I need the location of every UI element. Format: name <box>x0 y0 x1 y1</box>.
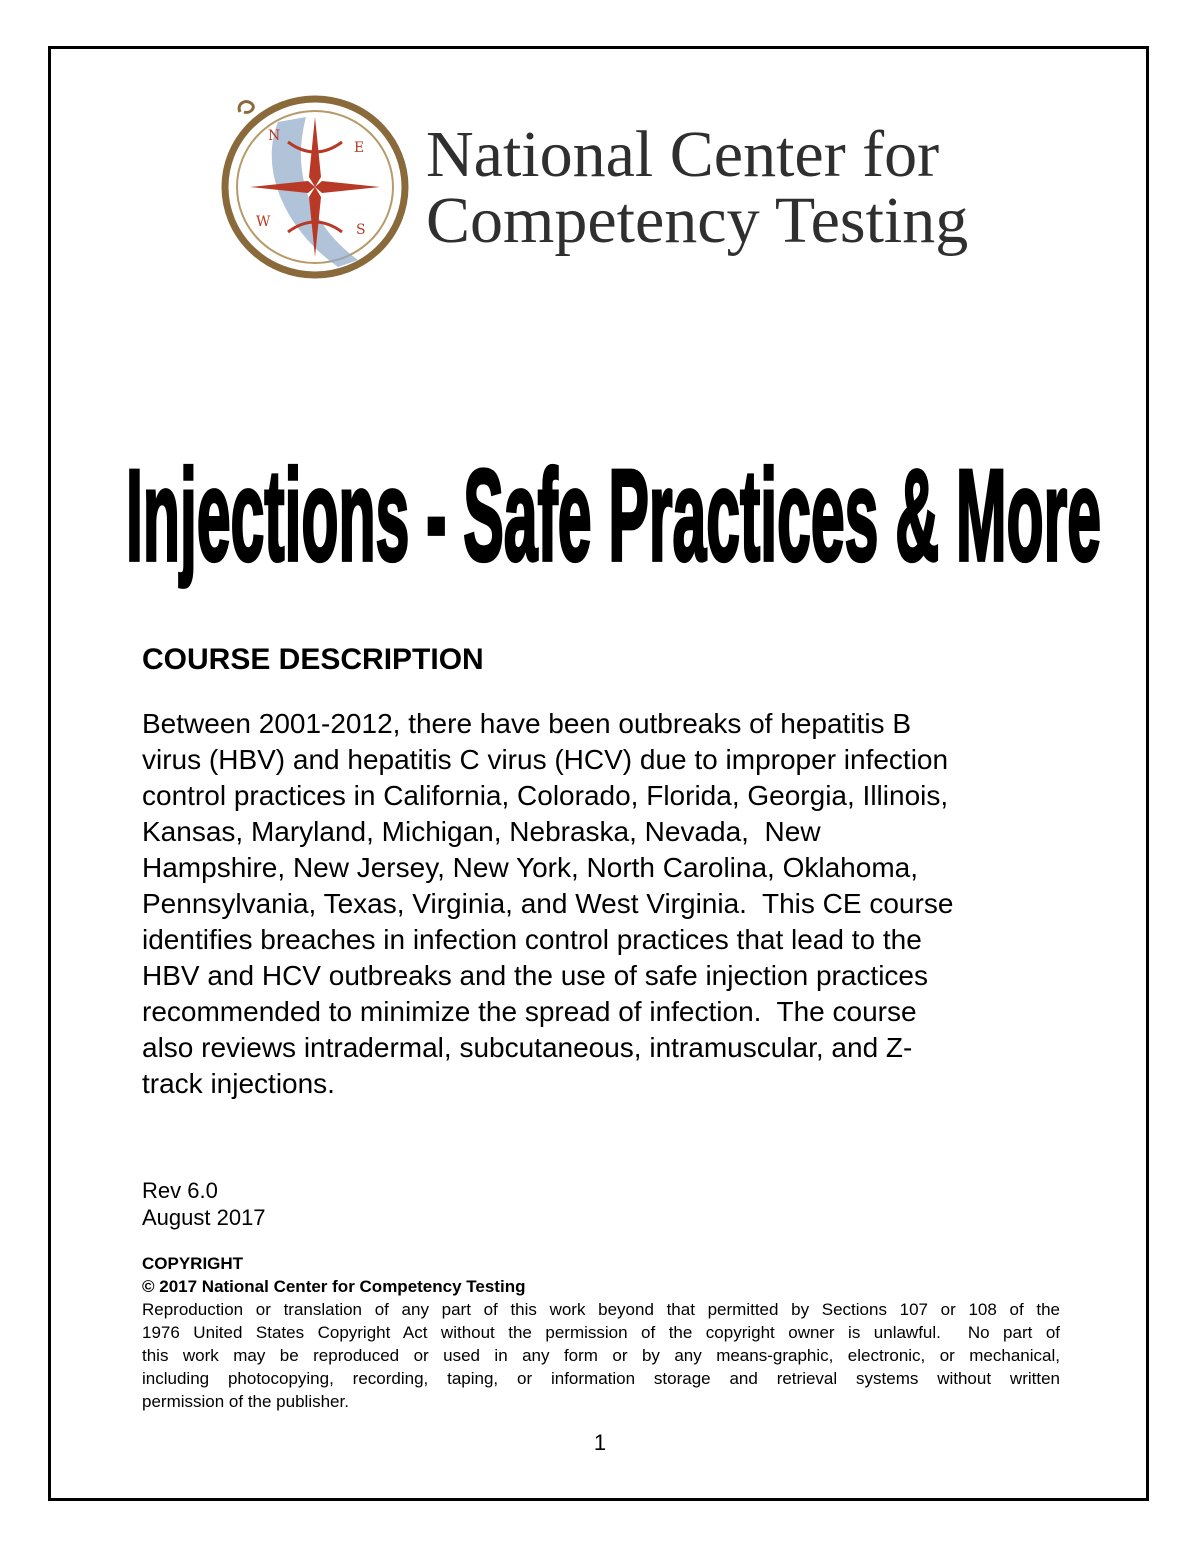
description-line: Between 2001-2012, there have been outbreaks of hepatitis B <box>142 708 911 739</box>
copyright-notice <box>142 1252 1060 1413</box>
organization-name-line-1: National Center for <box>426 118 940 191</box>
copyright-heading: COPYRIGHT <box>142 1254 244 1273</box>
course-title-text: Injections - Safe Practices & More <box>126 441 1101 588</box>
organization-name <box>426 118 969 257</box>
description-line: recommended to minimize the spread of infection. The course <box>142 996 917 1027</box>
page-number: 1 <box>593 1430 607 1455</box>
compass-letter-e: E <box>354 140 365 156</box>
course-description <box>142 706 1072 1102</box>
revision-number: Rev 6.0 <box>142 1178 218 1203</box>
description-line: identifies breaches in infection control practices that lead to the <box>142 924 922 955</box>
copyright-line: Reproduction or translation of any part of this work beyond that permitted by Sections 107 or 108 of the <box>142 1300 1060 1319</box>
description-line: HBV and HCV outbreaks and the use of safe injection practices <box>142 960 928 991</box>
copyright-text <box>142 1298 1060 1413</box>
copyright-line: including photocopying, recording, taping, or information storage and retrieval systems without written <box>142 1369 1060 1388</box>
description-line: also reviews intradermal, subcutaneous, intramuscular, and Z- <box>142 1032 913 1063</box>
description-line: track injections. <box>142 1068 335 1099</box>
compass-letter-n: N <box>268 128 281 144</box>
description-line: Kansas, Maryland, Michigan, Nebraska, Nevada, New <box>142 816 821 847</box>
description-line: virus (HBV) and hepatitis C virus (HCV) due to improper infection <box>142 744 949 775</box>
copyright-line: this work may be reproduced or used in any form or by any means-graphic, electronic, or mechanical, <box>142 1346 1060 1365</box>
description-line: control practices in California, Colorado, Florida, Georgia, Illinois, <box>142 780 949 811</box>
course-title <box>126 440 1106 590</box>
copyright-line: permission of the publisher. <box>142 1392 349 1411</box>
compass-letter-s: S <box>356 222 366 238</box>
copyright-holder: © 2017 National Center for Competency Testing <box>142 1277 526 1296</box>
copyright-line: 1976 United States Copyright Act without the permission of the copyright owner is unlawful. No part of <box>142 1323 1060 1342</box>
revision-date: August 2017 <box>142 1205 266 1230</box>
organization-name-line-2: Competency Testing <box>426 184 969 257</box>
logo <box>218 92 1018 282</box>
section-heading: COURSE DESCRIPTION <box>142 643 484 676</box>
description-line: Hampshire, New Jersey, New York, North Carolina, Oklahoma, <box>142 852 919 883</box>
revision-info <box>142 1177 266 1231</box>
compass-icon <box>218 92 418 282</box>
compass-letter-w: W <box>256 214 271 230</box>
description-line: Pennsylvania, Texas, Virginia, and West Virginia. This CE course <box>142 888 954 919</box>
